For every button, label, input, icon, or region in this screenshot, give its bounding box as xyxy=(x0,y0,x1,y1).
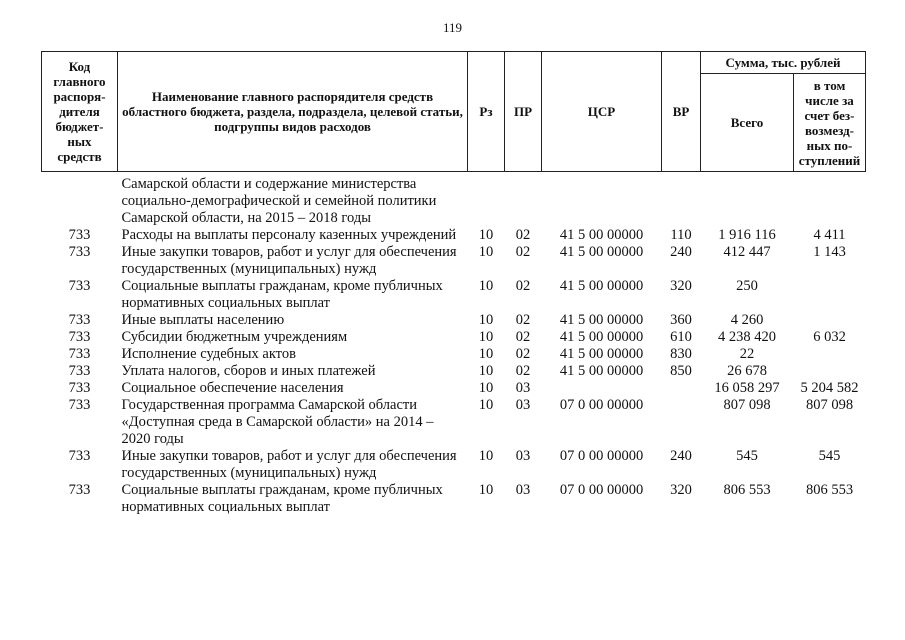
row-name: Исполнение судебных актов xyxy=(121,346,296,362)
row-rz: 10 xyxy=(478,244,494,260)
row-name: Субсидии бюджетным учреждениям xyxy=(121,329,348,345)
row-rz: 10 xyxy=(478,346,494,362)
row-name: Иные закупки товаров, работ и услуг для обеспечения государственных (муниципальных) нужд xyxy=(121,244,457,277)
row-total: 16 058 297 xyxy=(714,380,780,396)
table-body xyxy=(42,172,866,517)
row-code: 733 xyxy=(68,397,91,413)
row-pr: 02 xyxy=(515,346,531,362)
row-rz: 10 xyxy=(478,363,494,379)
row-incl: 1 143 xyxy=(813,244,846,260)
row-total: 250 xyxy=(736,278,758,294)
row-vr: 320 xyxy=(670,278,692,294)
header-name: Наименование главного распорядителя средств областного бюджета, раздела, подраздела, целевой статьи, подгруппы видов расходов xyxy=(118,52,468,172)
row-pr: 02 xyxy=(515,312,531,328)
row-rz: 10 xyxy=(478,380,494,396)
row-pr: 03 xyxy=(515,482,531,498)
row-vr xyxy=(662,380,701,397)
row-csr: 41 5 00 00000 xyxy=(559,227,644,243)
row-pr: 02 xyxy=(515,278,531,294)
row-pr: 03 xyxy=(515,380,531,396)
table-row xyxy=(42,482,866,516)
row-rz: 10 xyxy=(478,312,494,328)
intro-text: Самарской области и содержание министерства социально-демографической и семейной политики Самарской области, на 2015 – 2018 годы xyxy=(121,176,437,226)
intro-row xyxy=(42,172,866,228)
row-csr xyxy=(542,380,662,397)
row-rz: 10 xyxy=(478,397,494,413)
row-total: 807 098 xyxy=(723,397,771,413)
row-total: 26 678 xyxy=(727,363,767,379)
row-incl: 807 098 xyxy=(805,397,854,413)
table-header xyxy=(42,52,866,172)
row-vr: 360 xyxy=(670,312,692,328)
row-pr: 02 xyxy=(515,329,531,345)
table-row xyxy=(42,448,866,482)
row-incl: 5 204 582 xyxy=(800,380,859,396)
row-rz: 10 xyxy=(478,278,494,294)
row-total: 4 260 xyxy=(730,312,764,328)
row-code: 733 xyxy=(68,482,91,498)
row-vr: 830 xyxy=(670,346,692,362)
table-row xyxy=(42,363,866,380)
header-rz: Рз xyxy=(468,52,505,172)
row-name: Социальные выплаты гражданам, кроме публичных нормативных социальных выплат xyxy=(121,278,443,311)
row-name: Расходы на выплаты персоналу казенных учреждений xyxy=(121,227,457,243)
table-row xyxy=(42,397,866,448)
row-csr: 07 0 00 00000 xyxy=(559,448,644,464)
row-incl xyxy=(794,278,866,312)
row-name: Иные закупки товаров, работ и услуг для обеспечения государственных (муниципальных) нужд xyxy=(121,448,457,481)
table-row xyxy=(42,227,866,244)
row-csr: 41 5 00 00000 xyxy=(559,244,644,260)
row-pr: 02 xyxy=(515,244,531,260)
row-code: 733 xyxy=(68,312,91,328)
row-incl xyxy=(794,312,866,329)
header-sum: Сумма, тыс. рублей xyxy=(701,52,866,74)
row-code: 733 xyxy=(68,346,91,362)
row-pr: 02 xyxy=(515,363,531,379)
row-incl: 4 411 xyxy=(813,227,846,243)
table-row xyxy=(42,244,866,278)
row-rz: 10 xyxy=(478,482,494,498)
row-code: 733 xyxy=(68,244,91,260)
row-code: 733 xyxy=(68,363,91,379)
row-name: Социальные выплаты гражданам, кроме публичных нормативных социальных выплат xyxy=(121,482,443,515)
row-csr: 07 0 00 00000 xyxy=(559,482,644,498)
row-pr: 03 xyxy=(515,448,531,464)
row-total: 412 447 xyxy=(723,244,771,260)
table-row xyxy=(42,380,866,397)
row-code: 733 xyxy=(68,329,91,345)
row-rz: 10 xyxy=(478,448,494,464)
row-csr: 41 5 00 00000 xyxy=(559,363,644,379)
row-total: 4 238 420 xyxy=(718,329,776,345)
row-vr: 850 xyxy=(670,363,692,379)
row-name: Социальное обеспечение населения xyxy=(121,380,344,396)
row-vr: 240 xyxy=(670,244,692,260)
table-row xyxy=(42,312,866,329)
row-name: Иные выплаты населению xyxy=(121,312,285,328)
row-name: Государственная программа Самарской области «Доступная среда в Самарской области» на 2014 – 2020 годы xyxy=(121,397,434,447)
row-vr: 240 xyxy=(670,448,692,464)
header-code: Код главного распоря-дителя бюджет-ных средств xyxy=(42,52,118,172)
header-incl: в том числе за счет без-возмезд-ных по-ступлений xyxy=(794,74,866,172)
row-csr: 07 0 00 00000 xyxy=(559,397,644,413)
row-pr: 03 xyxy=(515,397,531,413)
row-total: 1 916 116 xyxy=(718,227,776,243)
row-code: 733 xyxy=(68,227,91,243)
row-code: 733 xyxy=(68,278,91,294)
row-code: 733 xyxy=(68,448,91,464)
row-csr: 41 5 00 00000 xyxy=(559,278,644,294)
row-total: 22 xyxy=(739,346,755,362)
row-vr: 110 xyxy=(670,227,692,243)
row-vr xyxy=(662,397,701,448)
row-name: Уплата налогов, сборов и иных платежей xyxy=(121,363,376,379)
table-row xyxy=(42,346,866,363)
row-vr: 610 xyxy=(670,329,692,345)
table-row xyxy=(42,278,866,312)
row-incl: 806 553 xyxy=(805,482,854,498)
header-total: Всего xyxy=(701,74,794,172)
row-pr: 02 xyxy=(515,227,531,243)
row-incl: 545 xyxy=(818,448,841,464)
table-row xyxy=(42,329,866,346)
row-total: 806 553 xyxy=(723,482,771,498)
row-rz: 10 xyxy=(478,329,494,345)
row-total: 545 xyxy=(736,448,758,464)
row-csr: 41 5 00 00000 xyxy=(559,346,644,362)
row-incl xyxy=(794,363,866,380)
row-code: 733 xyxy=(68,380,91,396)
row-vr: 320 xyxy=(670,482,692,498)
row-incl xyxy=(794,346,866,363)
page-number: 119 xyxy=(442,20,463,35)
budget-table xyxy=(41,51,866,516)
header-pr: ПР xyxy=(505,52,542,172)
header-csr: ЦСР xyxy=(542,52,662,172)
header-vr: ВР xyxy=(662,52,701,172)
row-csr: 41 5 00 00000 xyxy=(559,329,644,345)
row-rz: 10 xyxy=(478,227,494,243)
row-csr: 41 5 00 00000 xyxy=(559,312,644,328)
row-incl: 6 032 xyxy=(813,329,846,345)
